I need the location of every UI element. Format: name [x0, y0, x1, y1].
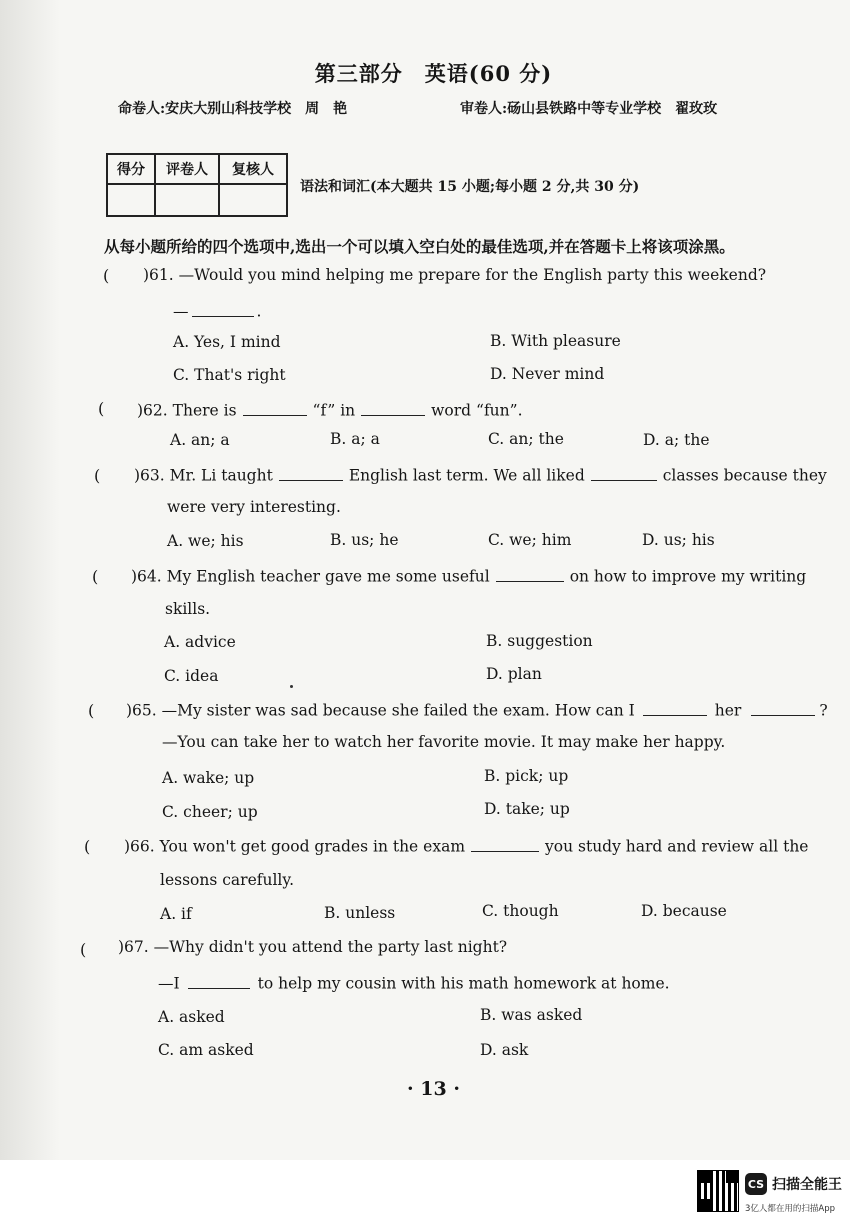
- q65-blank-1: [643, 699, 707, 716]
- q61-dash: —: [173, 302, 189, 321]
- q61-period: .: [256, 302, 262, 321]
- q66-stem-cont: lessons carefully.: [160, 871, 294, 889]
- q63-part1: )63. Mr. Li taught: [134, 466, 273, 485]
- q64-option-d[interactable]: D. plan: [486, 665, 542, 683]
- score-cell[interactable]: [107, 184, 155, 216]
- q63-option-c[interactable]: C. we; him: [488, 531, 572, 549]
- q62-option-c[interactable]: C. an; the: [488, 430, 564, 448]
- q61-blank: [192, 300, 254, 317]
- q65-option-a[interactable]: A. wake; up: [162, 769, 255, 787]
- page-title: [0, 58, 867, 88]
- q62-blank-1: [243, 399, 307, 416]
- checker-cell[interactable]: [219, 184, 287, 216]
- q66-blank: [471, 835, 539, 852]
- title-part: 第三部分: [314, 61, 403, 86]
- q67-part2: to help my cousin with his math homework at home.: [257, 974, 670, 993]
- q67-option-b[interactable]: B. was asked: [480, 1006, 583, 1024]
- q67-option-d[interactable]: D. ask: [480, 1041, 529, 1059]
- q63-stem-cont: were very interesting.: [167, 498, 341, 516]
- q65-part2: her: [714, 701, 742, 720]
- q64-option-b[interactable]: B. suggestion: [486, 632, 593, 650]
- q63-part2: English last term. We all liked: [348, 466, 585, 485]
- q63-stem: [134, 464, 827, 485]
- setter-line: 命卷人:安庆大别山科技学校 周 艳: [118, 101, 348, 117]
- q61-paren: (: [103, 266, 110, 285]
- q62-blank-2: [361, 399, 425, 416]
- checker-header: 复核人: [219, 154, 287, 184]
- q66-option-c[interactable]: C. though: [482, 902, 559, 920]
- q66-part2: you study hard and review all the: [545, 837, 809, 856]
- q64-part2: on how to improve my writing: [569, 567, 807, 586]
- q63-option-b[interactable]: B. us; he: [330, 531, 399, 549]
- scanner-tagline: 3亿人都在用的扫描App: [745, 1204, 836, 1214]
- grader-header: 评卷人: [155, 154, 219, 184]
- q61-stem: )61. —Would you mind helping me prepare for the English party this weekend?: [143, 266, 767, 284]
- q67-paren: (: [80, 940, 87, 959]
- score-table: [106, 153, 288, 217]
- q65-stem: [126, 699, 828, 720]
- q62-option-a[interactable]: A. an; a: [170, 431, 230, 449]
- q64-stem: [131, 565, 806, 586]
- reviewer-line: 审卷人:砀山县铁路中等专业学校 翟玫玫: [460, 101, 718, 117]
- scanner-brand: 扫描全能王: [772, 1177, 842, 1193]
- page-number: · 13 ·: [407, 1078, 460, 1100]
- q65-response: —You can take her to watch her favorite movie. It may make her happy.: [162, 733, 726, 751]
- section-heading: 语法和词汇(本大题共 15 小题;每小题 2 分,共 30 分): [300, 179, 640, 195]
- q66-option-a[interactable]: A. if: [160, 905, 192, 923]
- q61-option-a[interactable]: A. Yes, I mind: [173, 333, 281, 351]
- q61-option-c[interactable]: C. That's right: [173, 366, 286, 384]
- q63-part3: classes because they: [662, 466, 827, 485]
- q67-part1: —I: [158, 974, 180, 993]
- q64-paren: (: [92, 567, 99, 586]
- q62-option-b[interactable]: B. a; a: [330, 430, 380, 448]
- q61-option-d[interactable]: D. Never mind: [490, 365, 605, 383]
- q62-part2: “f” in: [312, 401, 356, 420]
- scan-speck: [290, 685, 293, 688]
- q64-option-c[interactable]: C. idea: [164, 667, 219, 685]
- q67-response: [158, 972, 670, 993]
- camscanner-logo-icon: CS: [745, 1173, 767, 1195]
- grader-cell[interactable]: [155, 184, 219, 216]
- q63-option-a[interactable]: A. we; his: [167, 532, 244, 550]
- qr-code-icon: [697, 1170, 739, 1212]
- q65-option-d[interactable]: D. take; up: [484, 800, 570, 818]
- section-instructions: 从每小题所给的四个选项中,选出一个可以填入空白处的最佳选项,并在答题卡上将该项涂黑。: [104, 237, 735, 256]
- q65-part3: ?: [819, 701, 828, 720]
- q66-option-b[interactable]: B. unless: [324, 904, 396, 922]
- q65-blank-2: [751, 699, 815, 716]
- q65-option-c[interactable]: C. cheer; up: [162, 803, 258, 821]
- q63-blank-1: [279, 464, 343, 481]
- q64-stem-cont: skills.: [165, 600, 211, 618]
- q64-blank: [496, 565, 564, 582]
- q62-option-d[interactable]: D. a; the: [643, 431, 710, 449]
- q64-part1: )64. My English teacher gave me some useful: [131, 567, 490, 586]
- q63-paren: (: [94, 466, 101, 485]
- title-subject: 英语(60 分): [424, 61, 553, 86]
- q61-response: [173, 300, 261, 321]
- q67-stem: )67. —Why didn't you attend the party last night?: [118, 938, 508, 956]
- q65-paren: (: [88, 701, 95, 720]
- q67-option-a[interactable]: A. asked: [158, 1008, 225, 1026]
- q65-option-b[interactable]: B. pick; up: [484, 767, 569, 785]
- q62-part3: word “fun”.: [431, 401, 523, 420]
- q64-option-a[interactable]: A. advice: [164, 633, 236, 651]
- paper-shadow-edge: [0, 0, 60, 1160]
- q65-part1: )65. —My sister was sad because she failed the exam. How can I: [126, 701, 635, 720]
- q63-blank-2: [591, 464, 657, 481]
- q61-option-b[interactable]: B. With pleasure: [490, 332, 621, 350]
- q66-paren: (: [84, 837, 91, 856]
- q66-stem: [124, 835, 808, 856]
- q67-option-c[interactable]: C. am asked: [158, 1041, 254, 1059]
- score-header: 得分: [107, 154, 155, 184]
- q63-option-d[interactable]: D. us; his: [642, 531, 715, 549]
- q62-paren: (: [98, 399, 105, 418]
- q66-option-d[interactable]: D. because: [641, 902, 727, 920]
- q62-part1: )62. There is: [137, 401, 237, 420]
- q67-blank: [188, 972, 250, 989]
- q66-part1: )66. You won't get good grades in the exam: [124, 837, 466, 856]
- q62-stem: [137, 399, 523, 420]
